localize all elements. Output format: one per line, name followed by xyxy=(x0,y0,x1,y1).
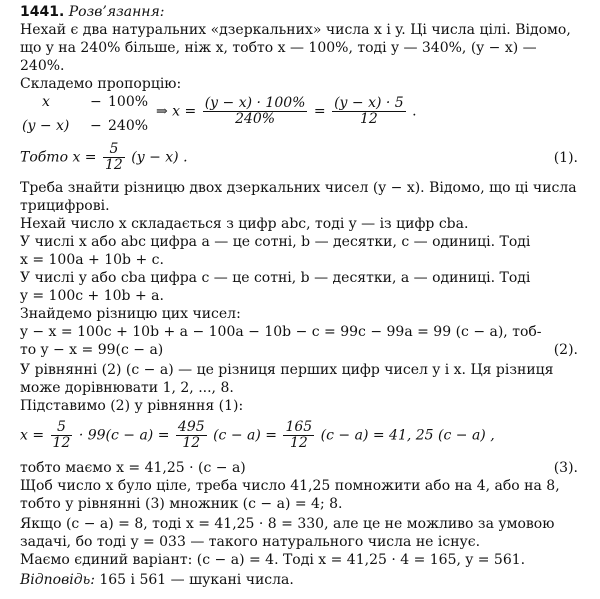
text-line: Маємо єдиний варіант: (c − a) = 4. Тоді x = 41,25 · 4 = 165, y = 561. xyxy=(20,552,526,568)
prop-r2-dash: − xyxy=(90,118,102,134)
equation-3-fraction-3 xyxy=(283,420,314,451)
prop-r2-val: 240% xyxy=(108,118,149,134)
equation-3-mid2: (c − a) = xyxy=(213,427,278,444)
text-line: Нехай число x складається з цифр abc, тоді y — із цифр cba. xyxy=(20,216,469,232)
equation-1-num: 5 xyxy=(103,142,125,158)
text-line: Якщо (c − a) = 8, тоді x = 41,25 · 8 = 330, але це не можливо за умовою xyxy=(20,516,555,532)
text-line: 240%. xyxy=(20,58,65,74)
equation-3-fraction-1 xyxy=(51,420,73,451)
text-line: Підставимо (2) у рівняння (1): xyxy=(20,398,244,414)
text-line: y − x = 100c + 10b + a − 100a − 10b − c = 99c − 99a = 99 (c − a), тоб- xyxy=(20,324,542,340)
prop-r1-var: x xyxy=(42,94,50,110)
eq3-f1-den: 12 xyxy=(52,435,71,451)
eq3-f3-num: 165 xyxy=(285,419,313,435)
equation-3-tail: (c − a) = 41, 25 (c − a) , xyxy=(320,427,495,444)
text-line: трицифрові. xyxy=(20,198,110,214)
equation-3-lead: x = xyxy=(20,427,45,444)
period: . xyxy=(412,103,417,120)
fraction-1-den: 240% xyxy=(235,111,276,127)
answer-text: 165 і 561 — шукані числа. xyxy=(94,572,294,588)
fraction-2-num: (y − x) · 5 xyxy=(334,95,404,111)
text-line: x = 100a + 10b + c. xyxy=(20,252,164,268)
text-line: У числі x або abc цифра a — це сотні, b — десятки, c — одиниці. Тоді xyxy=(20,234,531,250)
fraction-1-num: (y − x) · 100% xyxy=(204,95,306,111)
text-line: тобто у рівнянні (3) множник (c − a) = 4; 8. xyxy=(20,496,343,512)
equation-4-ref: (3). xyxy=(553,460,578,476)
text-line: Щоб число x було ціле, треба число 41,25 помножити або на 4, або на 8, xyxy=(20,478,560,494)
answer-label: Відповідь: xyxy=(20,572,95,588)
text-line: може дорівнювати 1, 2, ..., 8. xyxy=(20,380,234,396)
equation-1-fraction xyxy=(103,142,125,173)
prop-r2-var: (y − x) xyxy=(22,118,70,134)
eq3-f3-den: 12 xyxy=(289,435,308,451)
problem-number: 1441. xyxy=(20,4,65,20)
fraction-1 xyxy=(203,96,308,127)
eq3-f2-num: 495 xyxy=(177,419,205,435)
solution-header xyxy=(20,4,165,21)
fraction-2-den: 12 xyxy=(359,111,378,127)
text-line: У рівнянні (2) (c − a) — це різниця перших цифр чисел y і x. Ця різниця xyxy=(20,362,554,378)
equation-1-lead: Тобто x = xyxy=(20,149,97,166)
text-line: y = 100c + 10b + a. xyxy=(20,288,164,304)
text-line: Треба знайти різницю двох дзеркальних чисел (y − x). Відомо, що ці числа xyxy=(20,180,577,196)
equation-3-mid1: · 99(c − a) = xyxy=(78,427,170,444)
arrow-x: ⇒ x = xyxy=(156,103,197,120)
text-line: Нехай є два натуральних «дзеркальних» числа x і y. Ці числа цілі. Відомо, xyxy=(20,22,571,38)
solution-title: Розв’язання: xyxy=(68,4,165,20)
text-line: задачі, бо тоді y = 033 — такого натурального числа не існує. xyxy=(20,534,481,550)
text-line: то y − x = 99(c − a) xyxy=(20,342,164,358)
equation-1-den: 12 xyxy=(105,157,123,173)
equation-3-fraction-2 xyxy=(176,420,207,451)
equation-3 xyxy=(20,420,495,451)
fraction-2 xyxy=(332,96,406,127)
text-line: Складемо пропорцію: xyxy=(20,76,182,92)
equation-1-ref: (1). xyxy=(553,150,578,166)
equation-1 xyxy=(20,142,188,173)
text-line: що y на 240% більше, ніж x, тобто x — 100%, тоді y — 340%, (y − x) — xyxy=(20,40,537,56)
text-line: тобто маємо x = 41,25 · (c − a) xyxy=(20,460,246,476)
text-line: У числі y або cba цифра c — це сотні, b — десятки, a — одиниці. Тоді xyxy=(20,270,531,286)
prop-r1-dash: − xyxy=(90,94,102,110)
proportion-result xyxy=(156,96,417,127)
equation-2-ref: (2). xyxy=(553,342,578,358)
text-line: Знайдемо різницю цих чисел: xyxy=(20,306,241,322)
answer-line xyxy=(20,572,294,589)
eq3-f1-num: 5 xyxy=(51,420,73,436)
equals-sign: = xyxy=(313,103,326,120)
eq3-f2-den: 12 xyxy=(182,435,201,451)
equation-1-tail: (y − x) . xyxy=(131,149,188,166)
prop-r1-val: 100% xyxy=(108,94,149,110)
